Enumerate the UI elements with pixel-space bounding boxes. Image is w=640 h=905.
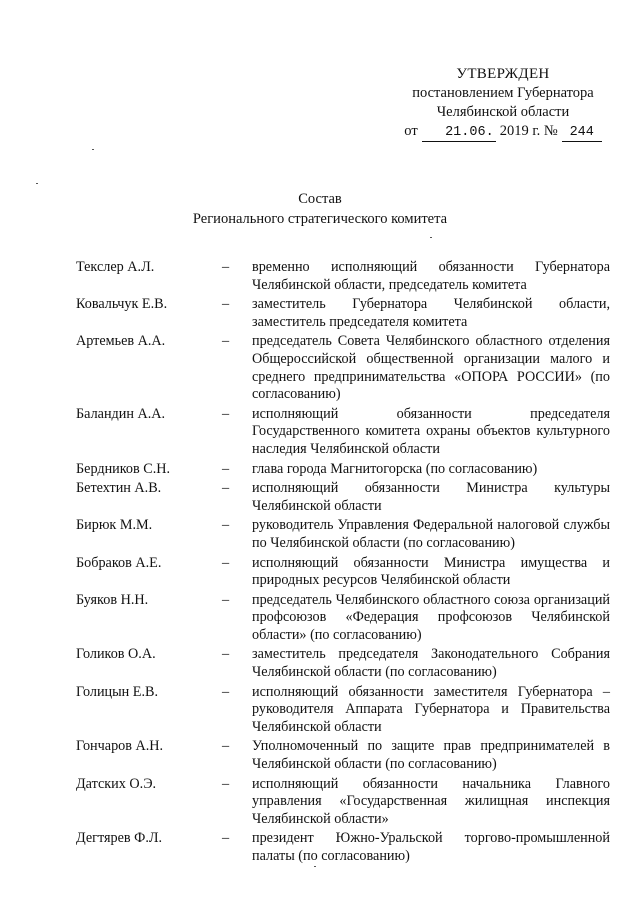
member-dash: – [222, 405, 230, 422]
member-dash: – [222, 775, 230, 792]
member-role: временно исполняющий обязанности Губернатора Челябинской области, председатель комитета [252, 259, 610, 293]
member-name: Баландин А.А. [76, 405, 166, 422]
member-role: президент Южно-Уральской торгово-промышленной палаты (по согласованию) [252, 830, 610, 864]
member-name: Голиков О.А. [76, 646, 156, 663]
member-role: Уполномоченный по защите прав предпринимателей в Челябинской области (по согласованию) [252, 738, 610, 773]
scan-speck [430, 237, 432, 238]
member-role: исполняющий обязанности начальника Главного управления «Государственная жилищная инспекция Челябинской области» [252, 775, 610, 827]
member-dash: – [222, 683, 230, 700]
member-name: Бетехтин А.В. [76, 480, 162, 497]
member-role: глава города Магнитогорска (по согласованию) [252, 460, 538, 477]
member-dash: – [222, 554, 230, 571]
heading-line-1: Состав [298, 191, 342, 207]
member-name: Артемьев А.А. [76, 333, 166, 350]
member-dash: – [222, 591, 230, 608]
member-name: Дегтярев Ф.Л. [76, 830, 163, 847]
approval-title: УТВЕРЖДЕН [456, 66, 550, 82]
approval-block [396, 65, 610, 142]
member-role: руководитель Управления Федеральной налоговой службы по Челябинской области (по согласованию) [252, 517, 610, 551]
member-dash: – [222, 333, 230, 350]
date-suffix: 2019 г. № [499, 123, 558, 139]
member-name: Бобраков А.Е. [76, 554, 162, 571]
member-name: Буяков Н.Н. [76, 591, 149, 608]
approval-date-line [396, 122, 610, 142]
member-dash: – [222, 830, 230, 847]
member-role: исполняющий обязанности председателя Государственного комитета охраны объектов культурного наследия Челябинской области [252, 405, 610, 457]
member-dash: – [222, 738, 230, 755]
member-role: исполняющий обязанности Министра культуры Челябинской области [252, 480, 610, 514]
member-row [76, 296, 610, 331]
member-dash: – [222, 460, 230, 477]
decree-number: 244 [562, 125, 602, 142]
member-role: заместитель председателя Законодательного Собрания Челябинской области (по согласованию) [252, 646, 610, 681]
member-name: Бирюк М.М. [76, 517, 153, 534]
document-heading [140, 189, 500, 229]
member-row [76, 592, 610, 645]
member-role: исполняющий обязанности заместителя Губернатора – руководителя Аппарата Губернатора и Правительства Челябинской области [252, 683, 610, 735]
approval-line-1: постановлением Губернатора [412, 85, 594, 101]
scan-speck [92, 149, 94, 150]
approval-line-2: Челябинской области [436, 104, 570, 120]
member-row [76, 259, 610, 294]
member-role: председатель Совета Челябинского областного отделения Общероссийской общественной организации малого и среднего предпринимательства «ОПОРА РОССИИ» (по согласованию) [252, 333, 610, 403]
member-name: Гончаров А.Н. [76, 738, 164, 755]
member-name: Бердников С.Н. [76, 460, 171, 477]
member-row [76, 646, 610, 681]
scan-speck [314, 866, 316, 867]
member-row [76, 406, 610, 459]
date-prefix: от [404, 123, 418, 139]
member-dash: – [222, 517, 230, 534]
member-row [76, 480, 610, 515]
member-row [76, 776, 610, 829]
member-row [76, 555, 610, 590]
member-row [76, 738, 610, 773]
member-role: председатель Челябинского областного союза организаций профсоюзов «Федерация профсоюзов Челябинской области» (по согласованию) [252, 591, 610, 643]
date-value: 21.06. [422, 125, 496, 142]
member-dash: – [222, 259, 230, 275]
member-name: Голицын Е.В. [76, 683, 159, 700]
member-row [76, 830, 610, 865]
member-row [76, 684, 610, 737]
member-role: исполняющий обязанности Министра имущества и природных ресурсов Челябинской области [252, 554, 610, 589]
scan-speck [36, 183, 38, 184]
member-row [76, 461, 610, 479]
member-name: Датских О.Э. [76, 775, 157, 792]
member-dash: – [222, 296, 230, 313]
member-row [76, 517, 610, 552]
member-role: заместитель Губернатора Челябинской области, заместитель председателя комитета [252, 296, 610, 330]
member-dash: – [222, 480, 230, 497]
member-row [76, 333, 610, 403]
member-name: Текслер А.Л. [76, 259, 155, 275]
member-name: Ковальчук Е.В. [76, 296, 168, 313]
member-dash: – [222, 646, 230, 663]
heading-line-2: Регионального стратегического комитета [192, 211, 448, 227]
members-list [76, 259, 610, 866]
